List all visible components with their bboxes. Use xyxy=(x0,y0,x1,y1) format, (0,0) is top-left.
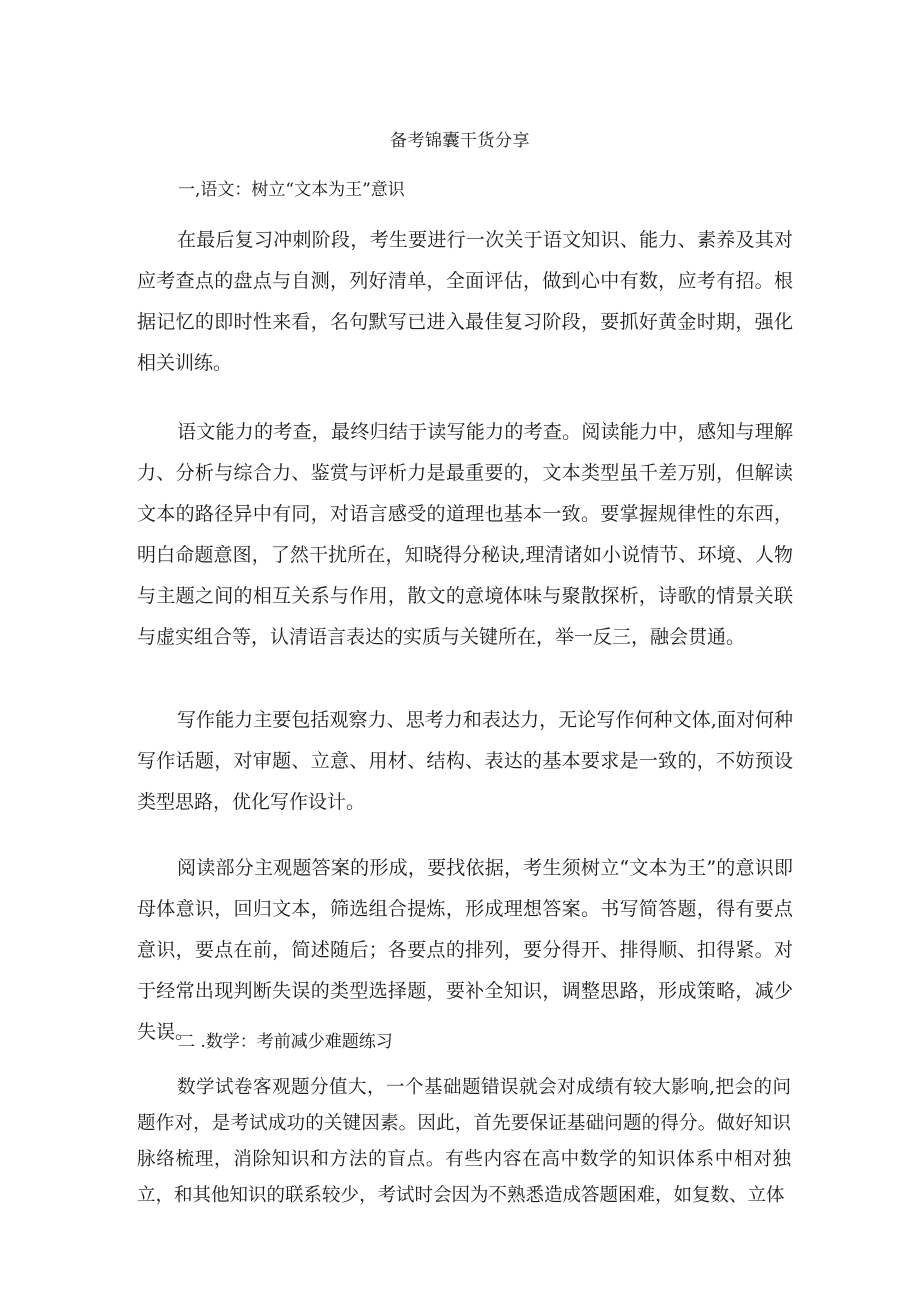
section-heading-chinese: 一,语文：树立“文本为王”意识 xyxy=(178,180,405,200)
document-title: 备考锦囊干货分享 xyxy=(390,131,530,151)
section-heading-math: 二 .数学：考前减少难题练习 xyxy=(178,1032,393,1052)
paragraph: 语文能力的考查，最终归结于读写能力的考查。阅读能力中，感知与理解力、分析与综合力、鉴赏与评析力是最重要的，文本类型虽千差万别，但解读文本的路径异中有同，对语言感受的道理也基本一致。要掌握规律性的东西，明白命题意图，了然干扰所在，知晓得分秘诀,理清诸如小说情节、环境、人物与主题之间的相互关系与作用，散文的意境体味与聚散探析，诗歌的情景关联与虚实组合等，认清语言表达的实质与关键所在，举一反三，融会贯通。 xyxy=(137,421,793,648)
paragraph: 阅读部分主观题答案的形成，要找依据，考生须树立“文本为王”的意识即母体意识，回归文本，筛选组合提炼，形成理想答案。书写简答题，得有要点意识，要点在前，简述随后；各要点的排列，要分得开、排得顺、扣得紧。对于经常出现判断失误的类型选择题，要补全知识，调整思路，形成策略，减少失误。 xyxy=(137,857,793,1043)
paragraph: 数学试卷客观题分值大，一个基础题错误就会对成绩有较大影响,把会的问题作对，是考试成功的关键因素。因此，首先要保证基础问题的得分。做好知识脉络梳理，消除知识和方法的盲点。有些内容在高中数学的知识体系中相对独立，和其他知识的联系较少，考试时会因为不熟悉造成答题困难，如复数、立体 xyxy=(137,1077,791,1206)
paragraph: 写作能力主要包括观察力、思考力和表达力，无论写作何种文体,面对何种写作话题，对审题、立意、用材、结构、表达的基本要求是一致的，不妨预设类型思路，优化写作设计。 xyxy=(137,709,793,813)
paragraph: 在最后复习冲刺阶段，考生要进行一次关于语文知识、能力、素养及其对应考查点的盘点与自测，列好清单，全面评估，做到心中有数，应考有招。根据记忆的即时性来看，名句默写已进入最佳复习阶段，要抓好黄金时期，强化相关训练。 xyxy=(137,229,793,374)
